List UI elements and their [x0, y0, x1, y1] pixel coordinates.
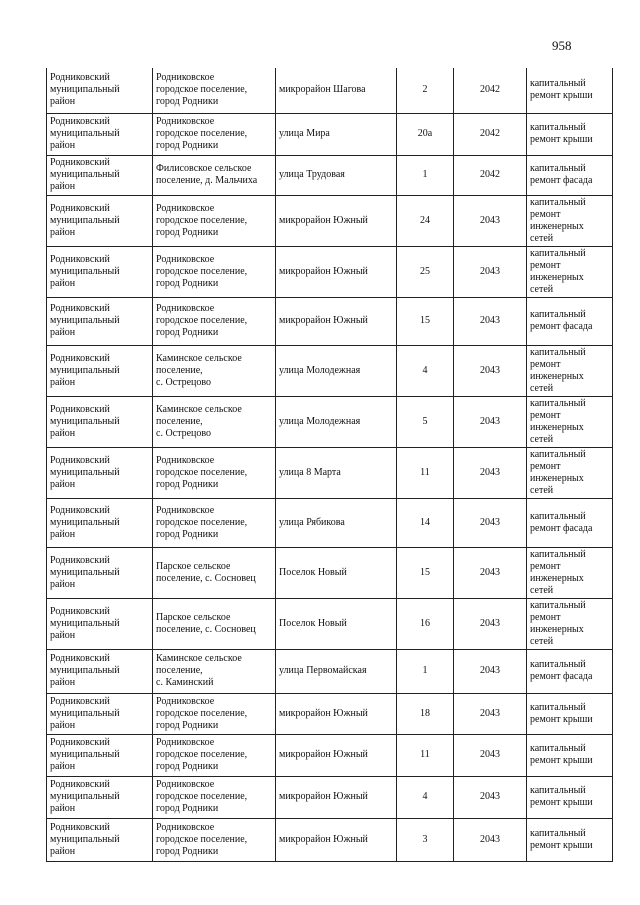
house-number-cell: 15 [397, 547, 454, 598]
year-cell: 2043 [454, 818, 527, 861]
street-cell: улица Молодежная [276, 345, 397, 396]
house-number-cell: 15 [397, 297, 454, 345]
year-cell: 2042 [454, 155, 527, 195]
house-number-cell: 4 [397, 345, 454, 396]
year-cell: 2042 [454, 68, 527, 113]
house-number-cell: 11 [397, 447, 454, 498]
street-cell: микрорайон Южный [276, 297, 397, 345]
settlement-cell: Родниковское городское поселение, город Родники [153, 297, 276, 345]
house-number-cell: 3 [397, 818, 454, 861]
work-type-cell: капитальный ремонт фасада [527, 498, 613, 547]
settlement-cell: Родниковское городское поселение, город Родники [153, 113, 276, 155]
settlement-cell: Парское сельское поселение, с. Сосновец [153, 598, 276, 649]
district-cell: Родниковский муниципальный район [47, 345, 153, 396]
district-cell: Родниковский муниципальный район [47, 297, 153, 345]
table-row [47, 818, 613, 861]
street-cell: улица 8 Марта [276, 447, 397, 498]
table-row [47, 734, 613, 776]
work-type-cell: капитальный ремонт крыши [527, 113, 613, 155]
year-cell: 2043 [454, 345, 527, 396]
year-cell: 2043 [454, 297, 527, 345]
house-number-cell: 5 [397, 396, 454, 447]
settlement-cell: Каминское сельское поселение, с. Каминский [153, 649, 276, 693]
street-cell: улица Молодежная [276, 396, 397, 447]
table-row [47, 297, 613, 345]
settlement-cell: Филисовское сельское поселение, д. Мальчиха [153, 155, 276, 195]
work-type-cell: капитальный ремонт крыши [527, 734, 613, 776]
work-type-cell: капитальный ремонт инженерных сетей [527, 246, 613, 297]
house-number-cell: 18 [397, 693, 454, 734]
settlement-cell: Каминское сельское поселение, с. Острецово [153, 345, 276, 396]
house-number-cell: 25 [397, 246, 454, 297]
table-row [47, 68, 613, 113]
year-cell: 2042 [454, 113, 527, 155]
street-cell: улица Трудовая [276, 155, 397, 195]
table-row [47, 396, 613, 447]
house-number-cell: 14 [397, 498, 454, 547]
district-cell: Родниковский муниципальный район [47, 396, 153, 447]
work-type-cell: капитальный ремонт инженерных сетей [527, 195, 613, 246]
work-type-cell: капитальный ремонт инженерных сетей [527, 598, 613, 649]
house-number-cell: 2 [397, 68, 454, 113]
year-cell: 2043 [454, 396, 527, 447]
work-type-cell: капитальный ремонт крыши [527, 776, 613, 818]
work-type-cell: капитальный ремонт крыши [527, 818, 613, 861]
settlement-cell: Родниковское городское поселение, город Родники [153, 68, 276, 113]
street-cell: микрорайон Южный [276, 195, 397, 246]
work-type-cell: капитальный ремонт фасада [527, 649, 613, 693]
house-number-cell: 20а [397, 113, 454, 155]
district-cell: Родниковский муниципальный район [47, 195, 153, 246]
house-number-cell: 11 [397, 734, 454, 776]
table-row [47, 547, 613, 598]
table-row [47, 498, 613, 547]
table-row [47, 693, 613, 734]
work-type-cell: капитальный ремонт инженерных сетей [527, 396, 613, 447]
house-number-cell: 4 [397, 776, 454, 818]
year-cell: 2043 [454, 447, 527, 498]
work-type-cell: капитальный ремонт фасада [527, 297, 613, 345]
district-cell: Родниковский муниципальный район [47, 68, 153, 113]
settlement-cell: Родниковское городское поселение, город Родники [153, 447, 276, 498]
street-cell: микрорайон Южный [276, 246, 397, 297]
street-cell: улица Первомайская [276, 649, 397, 693]
district-cell: Родниковский муниципальный район [47, 598, 153, 649]
district-cell: Родниковский муниципальный район [47, 649, 153, 693]
settlement-cell: Каминское сельское поселение, с. Острецово [153, 396, 276, 447]
district-cell: Родниковский муниципальный район [47, 693, 153, 734]
district-cell: Родниковский муниципальный район [47, 818, 153, 861]
district-cell: Родниковский муниципальный район [47, 113, 153, 155]
year-cell: 2043 [454, 693, 527, 734]
house-number-cell: 24 [397, 195, 454, 246]
settlement-cell: Родниковское городское поселение, город Родники [153, 246, 276, 297]
work-type-cell: капитальный ремонт инженерных сетей [527, 547, 613, 598]
settlement-cell: Родниковское городское поселение, город Родники [153, 693, 276, 734]
year-cell: 2043 [454, 195, 527, 246]
table-row [47, 195, 613, 246]
work-type-cell: капитальный ремонт инженерных сетей [527, 447, 613, 498]
house-number-cell: 1 [397, 155, 454, 195]
district-cell: Родниковский муниципальный район [47, 155, 153, 195]
year-cell: 2043 [454, 547, 527, 598]
district-cell: Родниковский муниципальный район [47, 734, 153, 776]
street-cell: микрорайон Южный [276, 818, 397, 861]
street-cell: микрорайон Южный [276, 693, 397, 734]
work-type-cell: капитальный ремонт крыши [527, 693, 613, 734]
street-cell: Поселок Новый [276, 547, 397, 598]
settlement-cell: Парское сельское поселение, с. Сосновец [153, 547, 276, 598]
table-row [47, 246, 613, 297]
table-row [47, 598, 613, 649]
district-cell: Родниковский муниципальный район [47, 776, 153, 818]
district-cell: Родниковский муниципальный район [47, 547, 153, 598]
work-type-cell: капитальный ремонт крыши [527, 68, 613, 113]
year-cell: 2043 [454, 649, 527, 693]
table-row [47, 113, 613, 155]
street-cell: улица Рябикова [276, 498, 397, 547]
table-row [47, 447, 613, 498]
settlement-cell: Родниковское городское поселение, город Родники [153, 498, 276, 547]
district-cell: Родниковский муниципальный район [47, 498, 153, 547]
year-cell: 2043 [454, 498, 527, 547]
district-cell: Родниковский муниципальный район [47, 246, 153, 297]
settlement-cell: Родниковское городское поселение, город Родники [153, 818, 276, 861]
page-number: 958 [552, 38, 572, 53]
table-row [47, 345, 613, 396]
repair-schedule-table [46, 68, 613, 862]
work-type-cell: капитальный ремонт инженерных сетей [527, 345, 613, 396]
settlement-cell: Родниковское городское поселение, город Родники [153, 195, 276, 246]
year-cell: 2043 [454, 734, 527, 776]
year-cell: 2043 [454, 598, 527, 649]
street-cell: микрорайон Шагова [276, 68, 397, 113]
house-number-cell: 16 [397, 598, 454, 649]
street-cell: улица Мира [276, 113, 397, 155]
table-row [47, 155, 613, 195]
year-cell: 2043 [454, 776, 527, 818]
work-type-cell: капитальный ремонт фасада [527, 155, 613, 195]
settlement-cell: Родниковское городское поселение, город Родники [153, 734, 276, 776]
house-number-cell: 1 [397, 649, 454, 693]
street-cell: микрорайон Южный [276, 776, 397, 818]
year-cell: 2043 [454, 246, 527, 297]
table-row [47, 649, 613, 693]
table-row [47, 776, 613, 818]
street-cell: Поселок Новый [276, 598, 397, 649]
street-cell: микрорайон Южный [276, 734, 397, 776]
settlement-cell: Родниковское городское поселение, город Родники [153, 776, 276, 818]
district-cell: Родниковский муниципальный район [47, 447, 153, 498]
